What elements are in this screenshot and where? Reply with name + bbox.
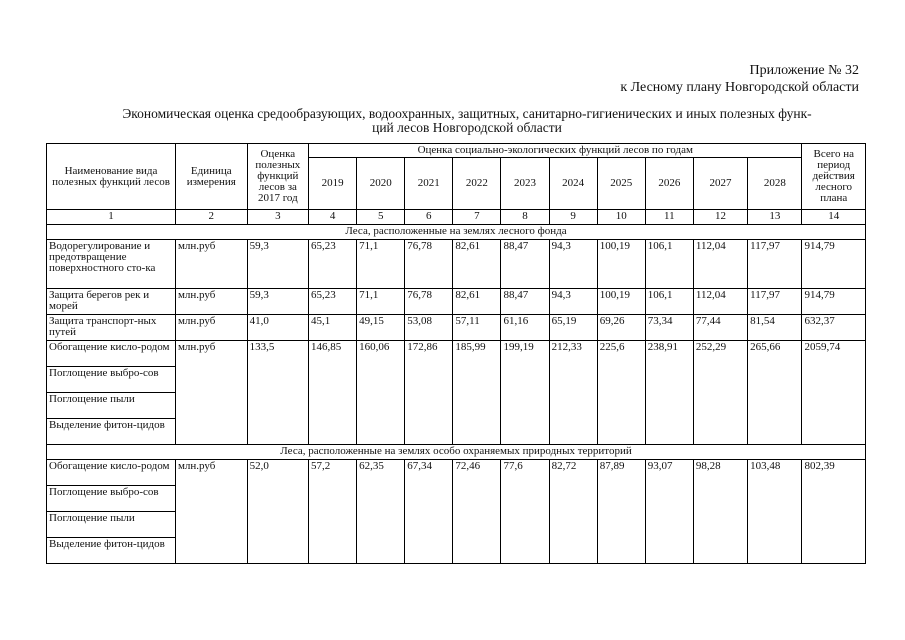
value-cell: 265,66 [748,341,802,445]
document-title-line-1: Экономическая оценка средообразующих, водоохранных, защитных, санитарно-гигиенических и иных полезных функ- [122,106,812,121]
value-cell: 82,61 [453,289,501,315]
table-row [47,315,866,341]
value-cell: 71,1 [357,289,405,315]
section-title: Леса, расположенные на землях лесного фонда [47,225,866,240]
table-row [47,289,866,315]
value-cell: 93,07 [645,460,693,564]
column-number: 12 [693,210,747,225]
value-cell: 238,91 [645,341,693,445]
column-number: 9 [549,210,597,225]
value-cell: 65,23 [309,289,357,315]
header-2017: Оценка полезных функций лесов за 2017 год [247,144,308,210]
header-unit: Единица измерения [175,144,247,210]
value-cell: 225,6 [597,341,645,445]
table-row [47,460,866,486]
document-title [72,107,862,135]
value-cell: 185,99 [453,341,501,445]
value-cell: 87,89 [597,460,645,564]
value-cell: 172,86 [405,341,453,445]
value-cell: 94,3 [549,240,597,289]
total-cell: 914,79 [802,240,866,289]
value-cell: 112,04 [693,289,747,315]
value-cell: 160,06 [357,341,405,445]
value-cell: 67,34 [405,460,453,564]
function-name: Водорегулирование и предотвращение поверхностного сто-ка [47,240,176,289]
value-cell: 98,28 [693,460,747,564]
column-number: 5 [357,210,405,225]
value-cell: 45,1 [309,315,357,341]
section-row-forest-fund [47,225,866,240]
header-years-group: Оценка социально-экологических функций лесов по годам [309,144,802,158]
header-total: Всего на период действия лесного плана [802,144,866,210]
table-row [47,341,866,367]
header-year: 2027 [693,158,747,210]
total-cell: 802,39 [802,460,866,564]
value-cell: 100,19 [597,289,645,315]
value-cell: 100,19 [597,240,645,289]
value-cell: 65,19 [549,315,597,341]
total-cell: 2059,74 [802,341,866,445]
value-cell: 252,29 [693,341,747,445]
column-number: 8 [501,210,549,225]
function-name: Поглощение пыли [47,393,176,419]
header-year: 2020 [357,158,405,210]
value-cell: 57,2 [309,460,357,564]
column-number: 2 [175,210,247,225]
header-year: 2023 [501,158,549,210]
header-year: 2025 [597,158,645,210]
value-cell: 65,23 [309,240,357,289]
value-2017: 133,5 [247,341,308,445]
value-cell: 146,85 [309,341,357,445]
function-name: Поглощение выбро-сов [47,367,176,393]
value-cell: 94,3 [549,289,597,315]
value-2017: 41,0 [247,315,308,341]
value-cell: 106,1 [645,240,693,289]
value-cell: 77,6 [501,460,549,564]
value-cell: 199,19 [501,341,549,445]
function-name: Защита берегов рек и морей [47,289,176,315]
column-number: 7 [453,210,501,225]
appendix-number: Приложение № 32 [749,63,859,78]
section-title: Леса, расположенные на землях особо охраняемых природных территорий [47,445,866,460]
value-2017: 52,0 [247,460,308,564]
value-cell: 112,04 [693,240,747,289]
function-name: Обогащение кисло-родом [47,341,176,367]
column-number: 13 [748,210,802,225]
column-number: 10 [597,210,645,225]
header-year: 2026 [645,158,693,210]
value-cell: 88,47 [501,289,549,315]
column-number: 3 [247,210,308,225]
value-cell: 76,78 [405,240,453,289]
value-cell: 49,15 [357,315,405,341]
total-cell: 914,79 [802,289,866,315]
column-number: 11 [645,210,693,225]
column-number: 14 [802,210,866,225]
column-number: 4 [309,210,357,225]
table-row [47,240,866,289]
value-cell: 53,08 [405,315,453,341]
header-year: 2028 [748,158,802,210]
value-cell: 81,54 [748,315,802,341]
column-number-row [47,210,866,225]
value-cell: 212,33 [549,341,597,445]
value-cell: 69,26 [597,315,645,341]
value-cell: 117,97 [748,240,802,289]
value-cell: 61,16 [501,315,549,341]
value-2017: 59,3 [247,289,308,315]
column-number: 1 [47,210,176,225]
function-name: Защита транспорт-ных путей [47,315,176,341]
unit-cell: млн.руб [175,460,247,564]
value-cell: 117,97 [748,289,802,315]
function-name: Выделение фитон-цидов [47,419,176,445]
value-cell: 71,1 [357,240,405,289]
function-name: Поглощение пыли [47,512,176,538]
value-2017: 59,3 [247,240,308,289]
value-cell: 73,34 [645,315,693,341]
value-cell: 77,44 [693,315,747,341]
value-cell: 62,35 [357,460,405,564]
value-cell: 57,11 [453,315,501,341]
function-name: Поглощение выбро-сов [47,486,176,512]
total-cell: 632,37 [802,315,866,341]
section-row-protected-areas [47,445,866,460]
value-cell: 82,61 [453,240,501,289]
function-name: Обогащение кисло-родом [47,460,176,486]
valuation-table [46,143,866,564]
unit-cell: млн.руб [175,240,247,289]
header-year: 2019 [309,158,357,210]
column-number: 6 [405,210,453,225]
unit-cell: млн.руб [175,289,247,315]
header-year: 2022 [453,158,501,210]
value-cell: 76,78 [405,289,453,315]
header-year: 2024 [549,158,597,210]
value-cell: 82,72 [549,460,597,564]
value-cell: 72,46 [453,460,501,564]
value-cell: 106,1 [645,289,693,315]
value-cell: 88,47 [501,240,549,289]
header-function-name: Наименование вида полезных функций лесов [47,144,176,210]
appendix-reference: к Лесному плану Новгородской области [620,80,859,95]
unit-cell: млн.руб [175,315,247,341]
unit-cell: млн.руб [175,341,247,445]
function-name: Выделение фитон-цидов [47,538,176,564]
appendix-heading [620,62,859,96]
document-title-line-2: ций лесов Новгородской области [372,120,562,135]
header-year: 2021 [405,158,453,210]
value-cell: 103,48 [748,460,802,564]
